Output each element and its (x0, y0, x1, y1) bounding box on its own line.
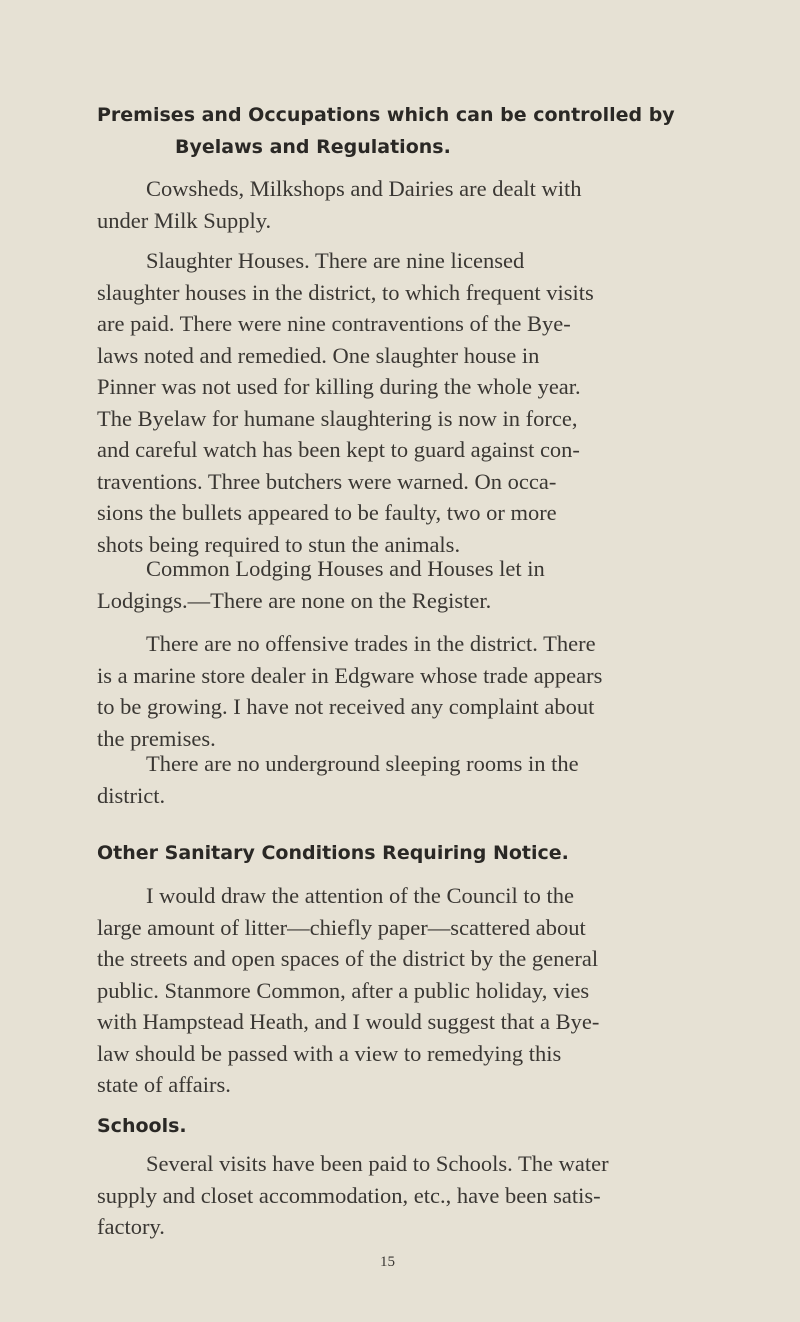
text-line: laws noted and remedied. One slaughter house in (97, 342, 540, 368)
text-line: Pinner was not used for killing during the whole year. (97, 374, 581, 399)
text-line: Several visits have been paid to Schools. The water (146, 1151, 609, 1176)
text-line: is a marine store dealer in Edgware whose trade appears (97, 662, 603, 688)
text-line: public. Stanmore Common, after a public holiday, vies (97, 977, 590, 1003)
text-line: to be growing. I have not received any complaint about (97, 694, 595, 719)
offensive-trades-paragraph (97, 628, 703, 754)
text-line: factory. (97, 1214, 165, 1239)
text-line: and careful watch has been kept to guard against con- (97, 437, 580, 462)
text-line: supply and closet accommodation, etc., have been satis- (97, 1182, 601, 1208)
text-line: sions the bullets appeared to be faulty, two or more (97, 500, 557, 525)
text-line: the premises. (97, 725, 216, 751)
underground-rooms-paragraph (97, 748, 703, 811)
text-line: The Byelaw for humane slaughtering is now in force, (97, 405, 578, 431)
text-line: the streets and open spaces of the district by the general (97, 946, 599, 971)
text-line: traventions. Three butchers were warned. On occa- (97, 468, 557, 494)
text-line: shots being required to stun the animals. (97, 531, 461, 557)
text-line: Slaughter Houses. There are nine licensed (146, 248, 525, 273)
cowsheds-paragraph (97, 173, 703, 236)
text-line: are paid. There were nine contraventions of the Bye- (97, 311, 571, 336)
text-line: There are no underground sleeping rooms in the (146, 751, 579, 776)
text-line: state of affairs. (97, 1072, 231, 1097)
text-line: slaughter houses in the district, to which frequent visits (97, 279, 594, 305)
text-line: under Milk Supply. (97, 207, 272, 233)
text-line: I would draw the attention of the Council to the (146, 883, 575, 908)
lodging-houses-paragraph (97, 553, 703, 616)
slaughter-houses-paragraph (97, 245, 703, 560)
text-line: law should be passed with a view to remedying this (97, 1040, 562, 1066)
text-line: There are no offensive trades in the district. There (146, 631, 596, 656)
schools-heading: Schools. (97, 1115, 187, 1137)
premises-heading-line-2: Byelaws and Regulations. (175, 136, 451, 158)
premises-heading-line-1: Premises and Occupations which can be controlled by (97, 104, 675, 126)
text-line: large amount of litter—chiefly paper—scattered about (97, 914, 586, 940)
text-line: Lodgings.—There are none on the Register. (97, 587, 492, 613)
schools-paragraph (97, 1148, 703, 1243)
sanitary-conditions-heading: Other Sanitary Conditions Requiring Notice. (97, 842, 569, 864)
text-line: Cowsheds, Milkshops and Dairies are dealt with (146, 176, 582, 201)
litter-paragraph (97, 880, 703, 1101)
text-line: district. (97, 782, 166, 808)
page-number: 15 (380, 1254, 395, 1270)
text-line: with Hampstead Heath, and I would suggest that a Bye- (97, 1009, 600, 1034)
text-line: Common Lodging Houses and Houses let in (146, 556, 545, 581)
